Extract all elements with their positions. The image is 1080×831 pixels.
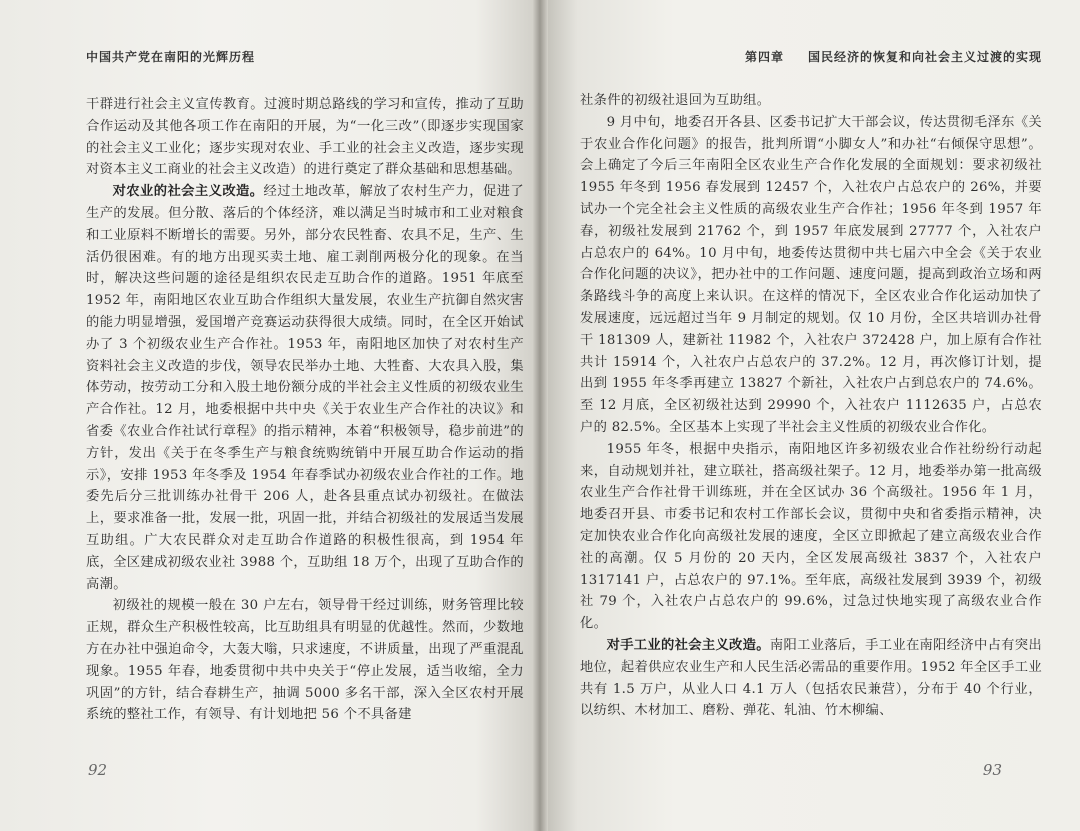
right-paragraph-2: 9 月中旬，地委召开各县、区委书记扩大干部会议，传达贯彻毛泽东《关于农业合作化问题》的报告，批判所谓“小脚女人”和办社“右倾保守思想”。会上确定了今后三年南阳全区农业生产合作化发展的全面规划：要求初级社 1955 年冬到 1956 春发展到 12457 个，入社农户占总农户的 26%，并要试办一个完全社会主义性质的高级农业生产合作社；1956 年冬到 1957 年春，初级社发展到 21762 个，到 1957 年底发展到 27777 个，入社农户占总农户的 64%。10 月中旬，地委传达贯彻中共七届六中全会《关于农业合作化问题的决议》，把办社中的工作问题、速度问题，提高到政治立场和两条路线斗争的高度上来认识。在这样的情况下，全区农业合作化运动加快了发展速度，远远超过当年 9 月制定的规划。仅 10 月份，全区共培训办社骨干 181309 人，建新社 11982 个，入社农户 372428 户，加上原有合作社共计 15914 个，入社农户占总农户的 37.2%。12 月，再次修订计划，提出到 1955 年冬季再建立 13827 个新社，入社农户占到总农户的 74.6%。至 12 月底，全区初级社达到 29990 个，入社农户 1112635 户，占总农户的 82.5%。全区基本上实现了半社会主义性质的初级农业合作化。 <box>580 114 1042 435</box>
right-running-head <box>580 44 1042 70</box>
right-page <box>540 0 1080 831</box>
right-page-number: 93 <box>982 761 1002 779</box>
left-paragraph-2 <box>86 181 524 595</box>
left-paragraph-3: 初级社的规模一般在 30 户左右，领导骨干经过训练，财务管理比较正规，群众生产积极性较高，比互助组具有明显的优越性。然而，少数地方在办社中强迫命令，大轰大嗡，只求速度，不讲质量，出现了严重混乱现象。1955 年春，地委贯彻中共中央关于“停止发展，适当收缩，全力巩固”的方针，结合春耕生产，抽调 5000 多名干部，深入全区农村开展系统的整社工作，有领导、有计划地把 56 个不具备建 <box>86 598 524 723</box>
right-paragraph-1: 社条件的初级社退回为互助组。 <box>580 93 771 108</box>
right-paragraph-3: 1955 年冬，根据中央指示，南阳地区许多初级农业合作社纷纷行动起来，自动规划并社，建立联社，搭高级社架子。12 月，地委举办第一批高级农业生产合作社骨干训练班，并在全区试办 36 个高级社。1956 年 1 月，地委召开县、市委书记和农村工作部长会议，贯彻中央和省委指示精神，决定加快农业合作化向高级社发展的速度，全区立即掀起了建立高级农业合作社的高潮。仅 5 月份的 20 天内，全区发展高级社 3837 个，入社农户 1317141 户，占总农户的 97.1%。至年底，高级社发展到 3939 个，初级社 79 个，入社农户占总农户的 99.6%，过急过快地实现了高级农业合作化。 <box>580 441 1042 632</box>
right-paragraph-4 <box>580 635 1042 722</box>
left-paragraph-2-text: 经过土地改革，解放了农村生产力，促进了生产的发展。但分散、落后的个体经济，难以满足当时城市和工业对粮食和工业原料不断增长的需要。另外，部分农民牲畜、农具不足，生产、生活仍很困难。有的地方出现买卖土地、雇工剥削两极分化的现象。在当时，解决这些问题的途径是组织农民走互助合作的道路。1951 年底至 1952 年，南阳地区农业互助合作组织大量发展，农业生产抗御自然灾害的能力明显增强，爱国增产竞赛运动获得很大成绩。同时，在全区开始试办了 3 个初级农业生产合作社。1953 年，南阳地区加快了对农村生产资料社会主义改造的步伐，领导农民举办土地、大牲畜、大农具入股，集体劳动，按劳动工分和入股土地份额分成的半社会主义性质的初级农业生产合作社。12 月，地委根据中共中央《关于农业生产合作社的决议》和省委《农业合作社试行章程》的指示精神，本着“积极领导，稳步前进”的方针，发出《关于在冬季生产与粮食统购统销中开展互助合作运动的指示》，安排 1953 年冬季及 1954 年春季试办初级农业合作社的工作。地委先后分三批训练办社骨干 206 人，赴各县重点试办初级社。在做法上，要求准备一批，发展一批，巩固一批，并结合初级社的发展适当发展互助组。广大农民群众对走互助合作道路的积极性很高，到 1954 年底，全区建成初级农业社 3988 个，互助组 18 万个，出现了互助合作的高潮。 <box>86 184 524 592</box>
section-heading-handicraft: 对手工业的社会主义改造。 <box>606 637 770 653</box>
left-page-number: 92 <box>88 761 108 779</box>
book-title: 中国共产党在南阳的光辉历程 <box>86 50 256 64</box>
section-heading-agriculture: 对农业的社会主义改造。 <box>112 184 264 200</box>
chapter-title: 国民经济的恢复和向社会主义过渡的实现 <box>807 50 1042 64</box>
chapter-label: 第四章 <box>744 50 784 64</box>
left-running-head <box>86 44 524 70</box>
left-body-text <box>86 94 524 726</box>
book-gutter <box>532 0 548 831</box>
right-body-text <box>580 90 1042 722</box>
right-paragraph-4-text: 南阳工业落后，手工业在南阳经济中占有突出地位，起着供应农业生产和人民生活必需品的重要作用。1952 年全区手工业共有 1.5 万户，从业人口 4.1 万人（包括农民兼营），分布于 40 个行业，以纺织、木材加工、磨粉、弹花、轧油、竹木柳编、 <box>580 637 1042 719</box>
left-paragraph-1: 干群进行社会主义宣传教育。过渡时期总路线的学习和宣传，推动了互助合作运动及其他各项工作在南阳的开展，为“一化三改”（即逐步实现国家的社会主义工业化；逐步实现对农业、手工业的社会主义改造，逐步实现对资本主义工商业的社会主义改造）的进行奠定了群众基础和思想基础。 <box>86 97 524 178</box>
